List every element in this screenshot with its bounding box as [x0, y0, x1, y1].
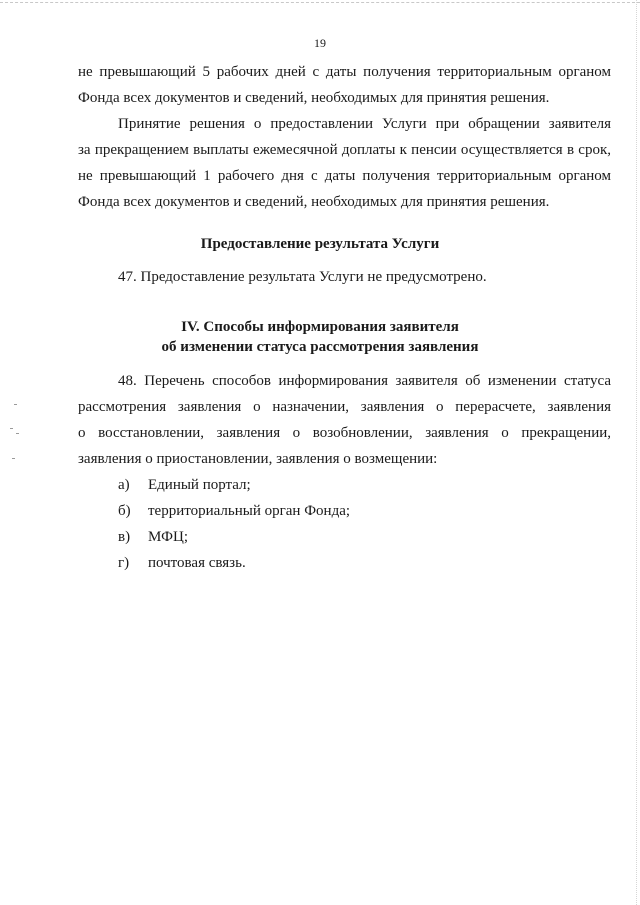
text-line: Принятие решения о предоставлении Услуги при обращении заявителя — [118, 116, 611, 132]
scan-edge-top — [0, 2, 640, 3]
list-item — [118, 476, 251, 494]
heading-result: Предоставление результата Услуги — [200, 236, 440, 252]
list-item-text: территориальный орган Фонда; — [148, 503, 351, 519]
text-line: не превышающий 5 рабочих дней с даты получения территориальным органом — [78, 64, 611, 80]
text-line: заявления о приостановлении, заявления о возмещении: — [78, 451, 438, 467]
section-heading-line: об изменении статуса рассмотрения заявления — [161, 339, 479, 355]
paragraph-47: 47. Предоставление результата Услуги не предусмотрено. — [118, 269, 487, 285]
page-number: 19 — [314, 36, 326, 50]
list-item-text: Единый портал; — [148, 477, 251, 493]
list-marker: б) — [118, 503, 131, 519]
text-line: за прекращением выплаты ежемесячной доплаты к пенсии осуществляется в срок, — [78, 142, 611, 158]
text-line: о восстановлении, заявления о возобновлении, заявления о прекращении, — [78, 425, 611, 441]
text-line: 48. Перечень способов информирования заявителя об изменении статуса — [118, 373, 611, 389]
list-item — [118, 502, 350, 520]
list-item — [118, 554, 246, 572]
scan-edge-right — [636, 0, 637, 905]
list-item-text: почтовая связь. — [148, 555, 246, 571]
list-item-text: МФЦ; — [148, 529, 188, 545]
section-heading-line: IV. Способы информирования заявителя — [181, 319, 459, 335]
text-line: не превышающий 1 рабочего дня с даты получения территориальным органом — [78, 168, 611, 184]
list-marker: в) — [118, 529, 131, 545]
text-line: Фонда всех документов и сведений, необходимых для принятия решения. — [78, 194, 550, 210]
list-item — [118, 528, 188, 546]
text-line: Фонда всех документов и сведений, необходимых для принятия решения. — [78, 90, 550, 106]
scan-specks — [4, 400, 44, 480]
list-marker: г) — [118, 555, 130, 571]
text-line: рассмотрения заявления о назначении, заявления о перерасчете, заявления — [78, 399, 611, 415]
list-marker: а) — [118, 477, 130, 493]
